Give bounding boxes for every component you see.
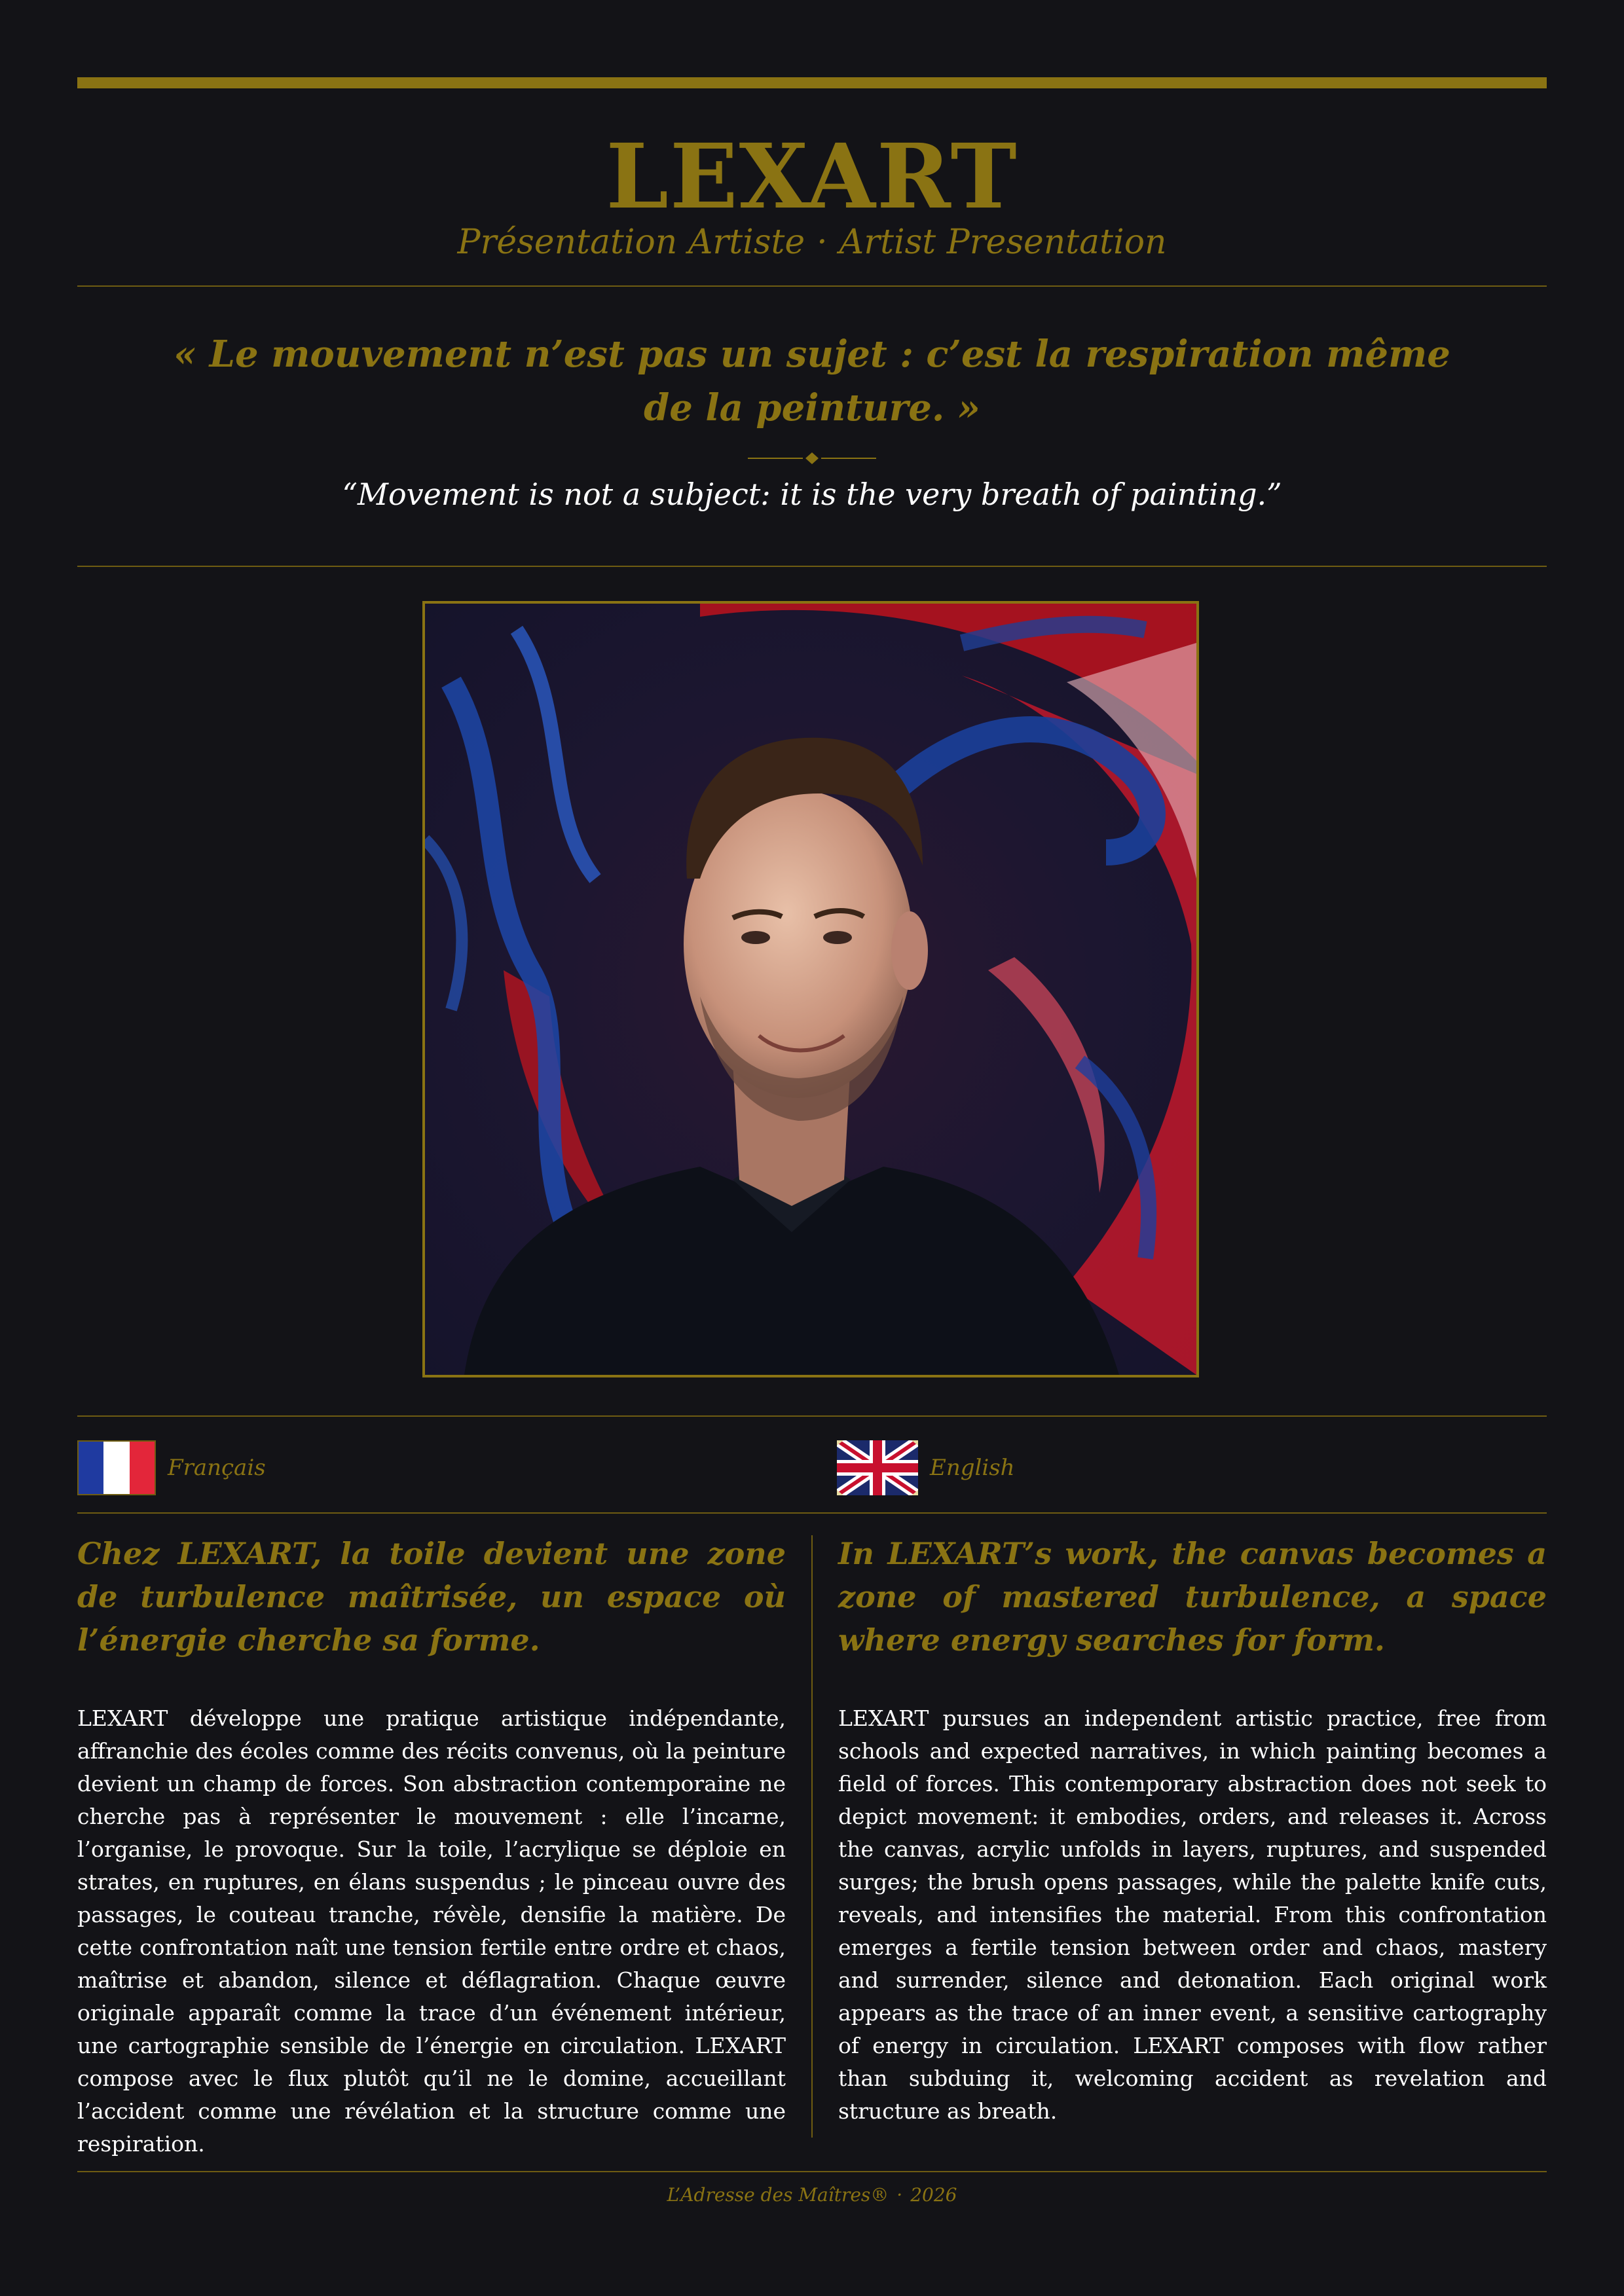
- language-label-english: [837, 1440, 1015, 1495]
- header-divider: [77, 285, 1547, 287]
- french-lead: Chez LEXART, la toile devient une zone de turbulence maîtrisée, un espace où l’énergie cherche sa forme.: [77, 1536, 786, 1658]
- footer-brand: L’Adresse des Maîtres®: [667, 2184, 889, 2206]
- english-lead: In LEXART’s work, the canvas becomes a zone of mastered turbulence, a space where energy searches for form.: [838, 1536, 1547, 1658]
- english-body: LEXART pursues an independent artistic practice, free from schools and expected narratives, in which painting becomes a field of forces. This contemporary abstraction does not seek to depict movement: it embodies, orders, and releases it. Across the canvas, acrylic unfolds in layers, ruptures, and suspended surges; the brush opens passages, while the palette knife cuts, reveals, and intensifies the material. From this confrontation emerges a fertile tension between order and chaos, mastery and surrender, silence and detonation. Each original work appears as the trace of an inner event, a sensitive cartography of energy in circulation. LEXART composes with flow rather than subduing it, welcoming accident as revelation and structure as breath.: [838, 1705, 1547, 2124]
- language-label-french: [77, 1440, 266, 1495]
- quote-french: « Le mouvement n’est pas un sujet : c’est la respiration même de la peinture. »: [174, 333, 1450, 429]
- quote-divider: [77, 566, 1547, 567]
- language-label-fr: Français: [168, 1455, 266, 1481]
- quote-english: “Movement is not a subject: it is the very breath of painting.”: [342, 477, 1282, 512]
- column-divider: [811, 1535, 813, 2138]
- footer-divider: [77, 2171, 1547, 2172]
- french-column: [77, 1532, 786, 2160]
- top-gold-bar: [77, 77, 1547, 88]
- diamond-ornament-icon: [747, 450, 877, 466]
- subtitle-fr: Présentation Artiste: [457, 223, 805, 262]
- footer: [0, 2184, 1624, 2206]
- french-flag-icon: [77, 1440, 156, 1495]
- subtitle-separator: ·: [817, 223, 828, 262]
- french-body: LEXART développe une pratique artistique indépendante, affranchie des écoles comme des récits convenus, où la peinture devient un champ de forces. Son abstraction contemporaine ne cherche pas à représenter le mouvement : elle l’incarne, l’organise, le provoque. Sur la toile, l’acrylique se déploie en strates, en ruptures, en élans suspendus ; le pinceau ouvre des passages, le couteau tranche, révèle, densifie la matière. De cette confrontation naît une tension fertile entre ordre et chaos, maîtrise et abandon, silence et déflagration. Chaque œuvre originale apparaît comme la trace d’un événement intérieur, une cartographie sensible de l’énergie en circulation. LEXART compose avec le flux plutôt qu’il ne le domine, accueillant l’accident comme une révélation et la structure comme une respiration.: [77, 1705, 786, 2157]
- artist-portrait: [422, 601, 1199, 1377]
- page-subtitle: [0, 219, 1624, 265]
- brand-title: LEXART: [606, 124, 1018, 229]
- portrait-divider: [77, 1415, 1547, 1417]
- uk-flag-icon: [837, 1440, 918, 1495]
- language-label-en: English: [930, 1455, 1015, 1481]
- artist-portrait-photo: [425, 604, 1196, 1375]
- subtitle-en: Artist Presentation: [839, 223, 1167, 262]
- footer-year: 2026: [910, 2184, 957, 2206]
- footer-separator: ·: [896, 2184, 903, 2206]
- english-column: [838, 1532, 1547, 2128]
- language-divider: [77, 1512, 1547, 1514]
